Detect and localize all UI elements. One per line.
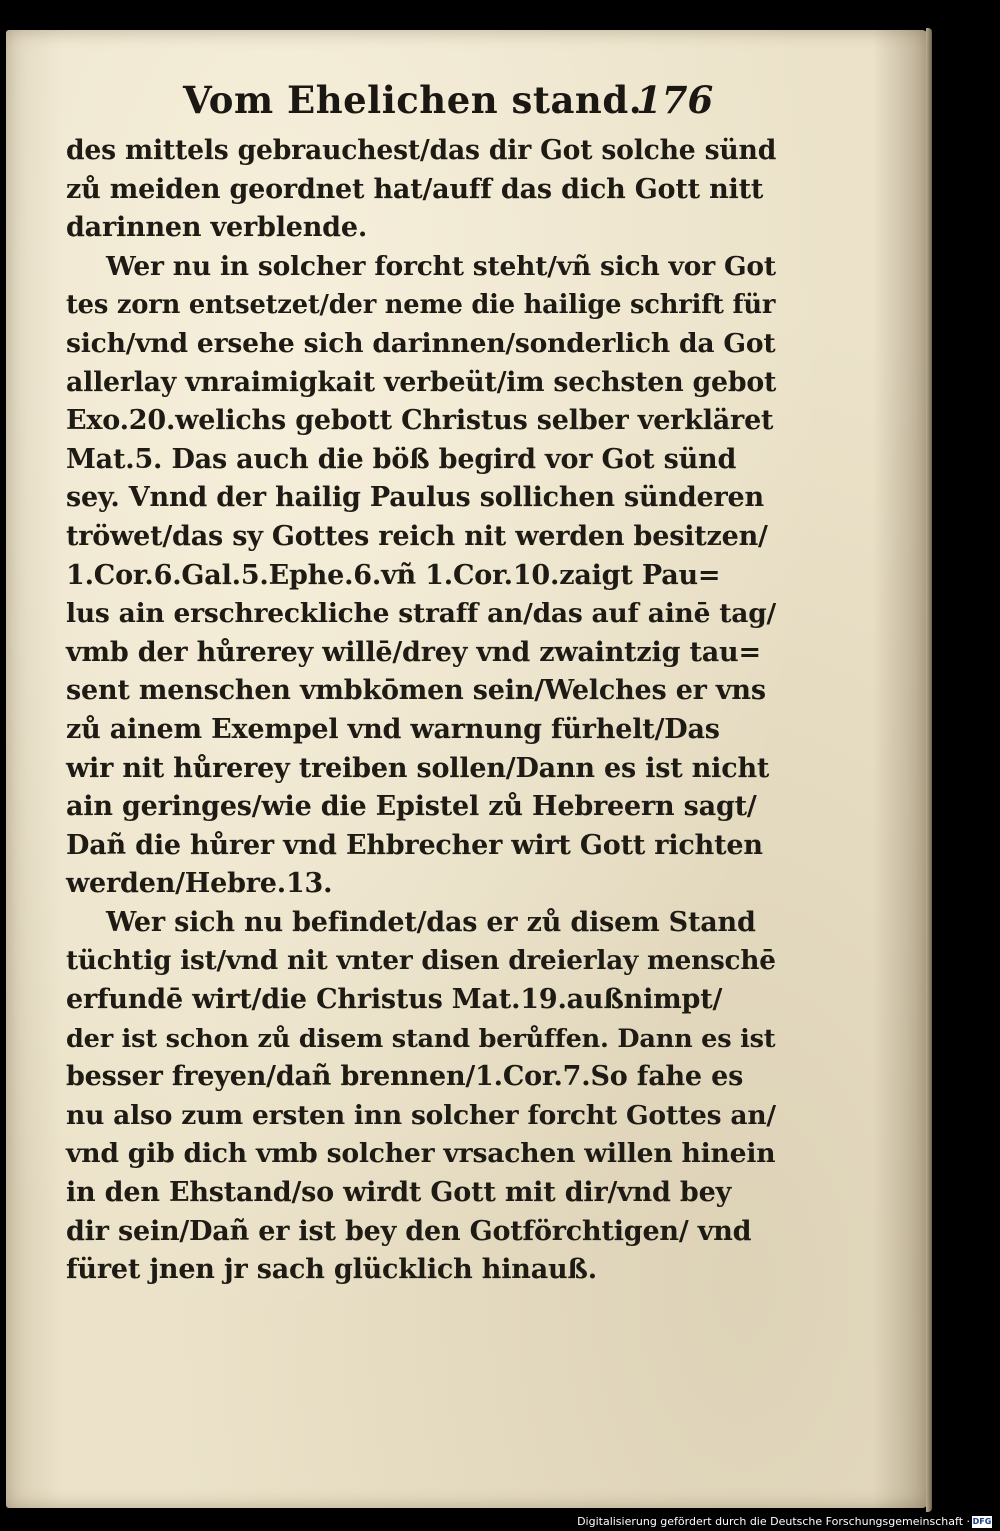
text-line: der ist schon zů disem stand berůffen. Dann es ist bbox=[66, 1023, 776, 1054]
page-header bbox=[183, 78, 743, 122]
digitization-credit: Digitalisierung gefördert durch die Deutsche Forschungsgemeinschaft · bbox=[577, 1515, 970, 1528]
text-line: sey. Vnnd der hailig Paulus sollichen sünderen bbox=[66, 482, 764, 514]
text-line: Dañ die hůrer vnd Ehbrecher wirt Gott richten bbox=[66, 829, 763, 861]
text-line: tüchtig ist/vnd nit vnter disen dreierlay menschē bbox=[66, 945, 776, 977]
text-line: Wer sich nu befindet/das er zů disem Stand bbox=[106, 906, 756, 938]
text-line: wir nit hůrerey treiben sollen/Dann es ist nicht bbox=[66, 752, 770, 784]
text-line: zů meiden geordnet hat/auff das dich Gott nitt bbox=[66, 173, 764, 205]
dfg-logo-icon: DFG bbox=[972, 1517, 992, 1526]
running-title: Vom Ehelichen stand. bbox=[183, 78, 643, 122]
page-edge bbox=[926, 28, 932, 1512]
text-line: sich/vnd ersehe sich darinnen/sonderlich da Got bbox=[66, 327, 776, 359]
text-line: werden/Hebre.13. bbox=[66, 868, 333, 900]
text-line: allerlay vnraimigkait verbeüt/im sechsten gebot bbox=[66, 366, 777, 398]
text-line: Exo.20.welichs gebott Christus selber verkläret bbox=[66, 405, 774, 437]
text-line: Wer nu in solcher forcht steht/vñ sich vor Got bbox=[106, 250, 776, 282]
text-line: zů ainem Exempel vnd warnung fürhelt/Das bbox=[66, 713, 720, 745]
text-line: in den Ehstand/so wirdt Gott mit dir/vnd bey bbox=[66, 1177, 732, 1209]
text-line: besser freyen/dañ brennen/1.Cor.7.So fahe es bbox=[66, 1061, 744, 1093]
text-line: des mittels gebrauchest/das dir Got solche sünd bbox=[66, 135, 777, 166]
text-line: nu also zum ersten inn solcher forcht Gottes an/ bbox=[66, 1099, 776, 1131]
text-line: tröwet/das sy Gottes reich nit werden besitzen/ bbox=[66, 520, 768, 552]
text-line: vnd gib dich vmb solcher vrsachen willen hinein bbox=[66, 1138, 776, 1170]
text-line: Mat.5. Das auch die böß begird vor Got sünd bbox=[66, 443, 737, 475]
text-line: erfundē wirt/die Christus Mat.19.außnimpt/ bbox=[66, 984, 723, 1016]
body-text bbox=[66, 132, 776, 1290]
text-line: tes zorn entsetzet/der neme die hailige schrift für bbox=[66, 290, 776, 321]
text-line: 1.Cor.6.Gal.5.Ephe.6.vñ 1.Cor.10.zaigt Pau= bbox=[66, 559, 721, 591]
text-line: dir sein/Dañ er ist bey den Gotförchtigen/ vnd bbox=[66, 1215, 752, 1247]
text-line: darinnen verblende. bbox=[66, 212, 368, 244]
text-line: füret jnen jr sach glücklich hinauß. bbox=[66, 1254, 597, 1286]
text-line: lus ain erschreckliche straff an/das auf ainē tag/ bbox=[66, 598, 776, 630]
text-line: ain geringes/wie die Epistel zů Hebreern sagt/ bbox=[66, 791, 757, 823]
text-line: vmb der hůrerey willē/drey vnd zwaintzig tau= bbox=[66, 636, 761, 668]
folio-number: 176 bbox=[636, 78, 714, 122]
text-line: sent menschen vmbkōmen sein/Welches er vns bbox=[66, 675, 766, 707]
